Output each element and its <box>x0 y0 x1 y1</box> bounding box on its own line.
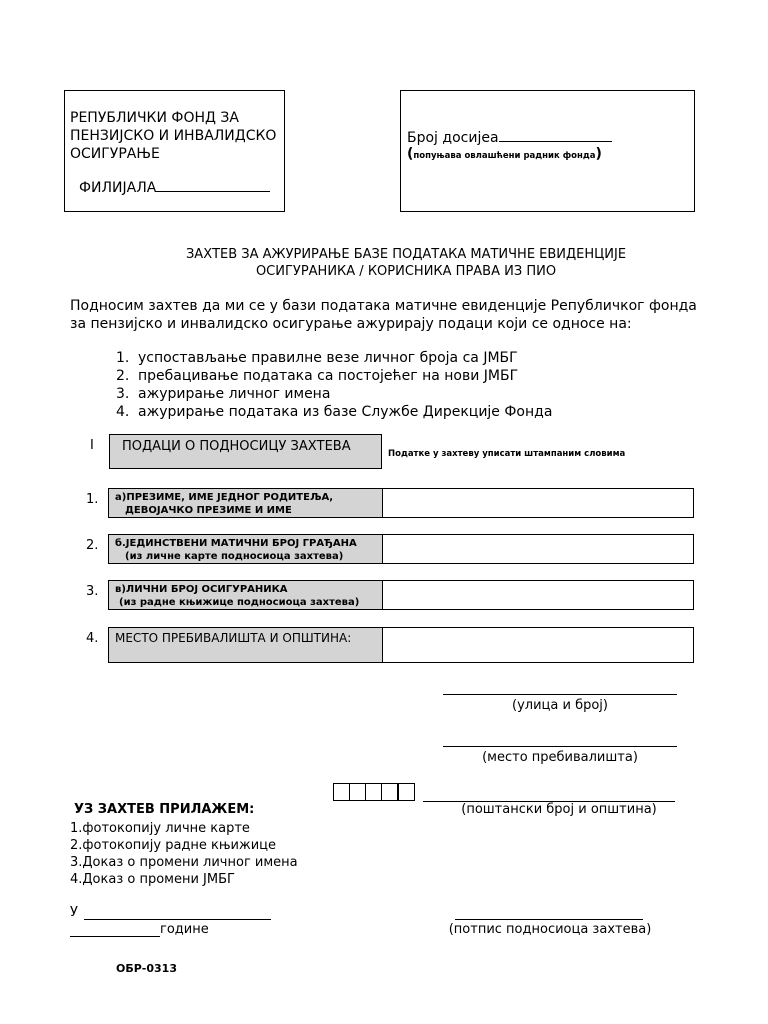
intro-line2: за пензијско и инвалидско осигурање ажурирају подаци који се односе на: <box>70 316 632 332</box>
field-row-residence <box>108 627 694 663</box>
field-label-jmbg: б.ЈЕДИНСТВЕНИ МАТИЧНИ БРОЈ ГРАЂАНА (из личне карте подносиоца захтева) <box>109 535 383 563</box>
signature-caption: (потпис подносиоца захтева) <box>448 922 652 937</box>
postal-code-boxes[interactable] <box>333 783 423 801</box>
field-row-jmbg <box>108 534 694 564</box>
list-item: 1. успостављање правилне везе личног броја са ЈМБГ <box>116 350 518 366</box>
intro-line1: Подносим захтев да ми се у бази података матичне евиденције Републичког фонда <box>70 298 697 314</box>
file-number-note-row: (попуњава овлашћени радник фонда) <box>407 146 602 162</box>
request-list <box>116 349 716 421</box>
postal-digit-box[interactable] <box>349 783 366 801</box>
attachments-heading: УЗ ЗАХТЕВ ПРИЛАЖЕМ: <box>74 802 255 817</box>
field-label-name: а)ПРЕЗИМЕ, ИМЕ ЈЕДНОГ РОДИТЕЉА, ДЕВОЈАЧКО ПРЕЗИМЕ И ИМЕ <box>109 489 383 517</box>
signature-line[interactable] <box>455 919 643 920</box>
list-item: 4. ажурирање података из базе Службе Дирекције Фонда <box>116 404 553 420</box>
institution-box <box>64 90 285 212</box>
list-item: 3.Доказ о промени личног имена <box>70 855 298 870</box>
field-number-3: 3. <box>86 584 99 599</box>
section-heading-box <box>109 434 382 469</box>
field-number-1: 1. <box>86 492 99 507</box>
form-title <box>0 246 768 280</box>
form-title-line1: ЗАХТЕВ ЗА АЖУРИРАЊЕ БАЗЕ ПОДАТАКА МАТИЧНЕ ЕВИДЕНЦИЈЕ <box>185 247 627 262</box>
field-input-insured-number[interactable] <box>385 581 693 609</box>
file-number-note: попуњава овлашћени радник фонда <box>413 151 596 161</box>
form-title-line2: ОСИГУРАНИКА / КОРИСНИКА ПРАВА ИЗ ПИО <box>255 264 557 279</box>
list-item: 3. ажурирање личног имена <box>116 386 331 402</box>
street-line[interactable] <box>443 694 677 695</box>
field-row-insured-number <box>108 580 694 610</box>
field-row-name <box>108 488 694 518</box>
institution-name-line1: РЕПУБЛИЧКИ ФОНД ЗА <box>70 110 239 126</box>
file-number-field[interactable] <box>499 127 612 142</box>
file-number-box <box>400 90 695 212</box>
field-number-2: 2. <box>86 538 99 553</box>
branch-label: ФИЛИЈАЛА <box>79 180 157 196</box>
field-number-4: 4. <box>86 631 99 646</box>
field-input-jmbg[interactable] <box>385 535 693 563</box>
field-input-residence[interactable] <box>385 628 693 662</box>
year-line[interactable] <box>70 936 160 937</box>
section-roman-numeral: I <box>90 438 94 453</box>
place-label: У <box>70 905 78 920</box>
street-caption: (улица и број) <box>512 698 608 713</box>
field-input-name[interactable] <box>385 489 693 517</box>
list-item: 4.Доказ о промени ЈМБГ <box>70 872 235 887</box>
list-item: 2. пребацивање података са постојећег на нови ЈМБГ <box>116 368 519 384</box>
form-code: ОБР-0313 <box>116 962 177 975</box>
file-number-label: Број досијеа <box>407 130 499 146</box>
branch-field[interactable] <box>156 177 270 192</box>
city-line[interactable] <box>443 746 677 747</box>
section-heading: ПОДАЦИ О ПОДНОСИЦУ ЗАХТЕВА <box>122 439 351 454</box>
intro-text <box>70 297 760 333</box>
postal-digit-box[interactable] <box>365 783 382 801</box>
branch-row <box>79 177 270 197</box>
field-label-residence: МЕСТО ПРЕБИВАЛИШТА И ОПШТИНА: <box>109 628 383 662</box>
year-label: године <box>160 922 209 937</box>
section-note: Податке у захтеву уписати штампаним словима <box>388 449 626 459</box>
institution-name-line2: ПЕНЗИЈСКО И ИНВАЛИДСКО <box>70 128 277 144</box>
list-item: 1.фотокопију личне карте <box>70 821 250 836</box>
postal-digit-box[interactable] <box>333 783 350 801</box>
postal-digit-box[interactable] <box>381 783 398 801</box>
city-caption: (место пребивалишта) <box>482 750 638 765</box>
place-line[interactable] <box>84 919 271 920</box>
list-item: 2.фотокопију радне књижице <box>70 838 277 853</box>
attachments-list <box>70 820 298 888</box>
file-number-row <box>407 127 612 147</box>
postal-digit-box[interactable] <box>398 783 415 801</box>
field-label-insured-number: в)ЛИЧНИ БРОЈ ОСИГУРАНИКА (из радне књижице подносиоца захтева) <box>109 581 383 609</box>
institution-name-line3: ОСИГУРАЊЕ <box>70 146 160 162</box>
postal-caption: (поштански број и општина) <box>461 802 657 817</box>
